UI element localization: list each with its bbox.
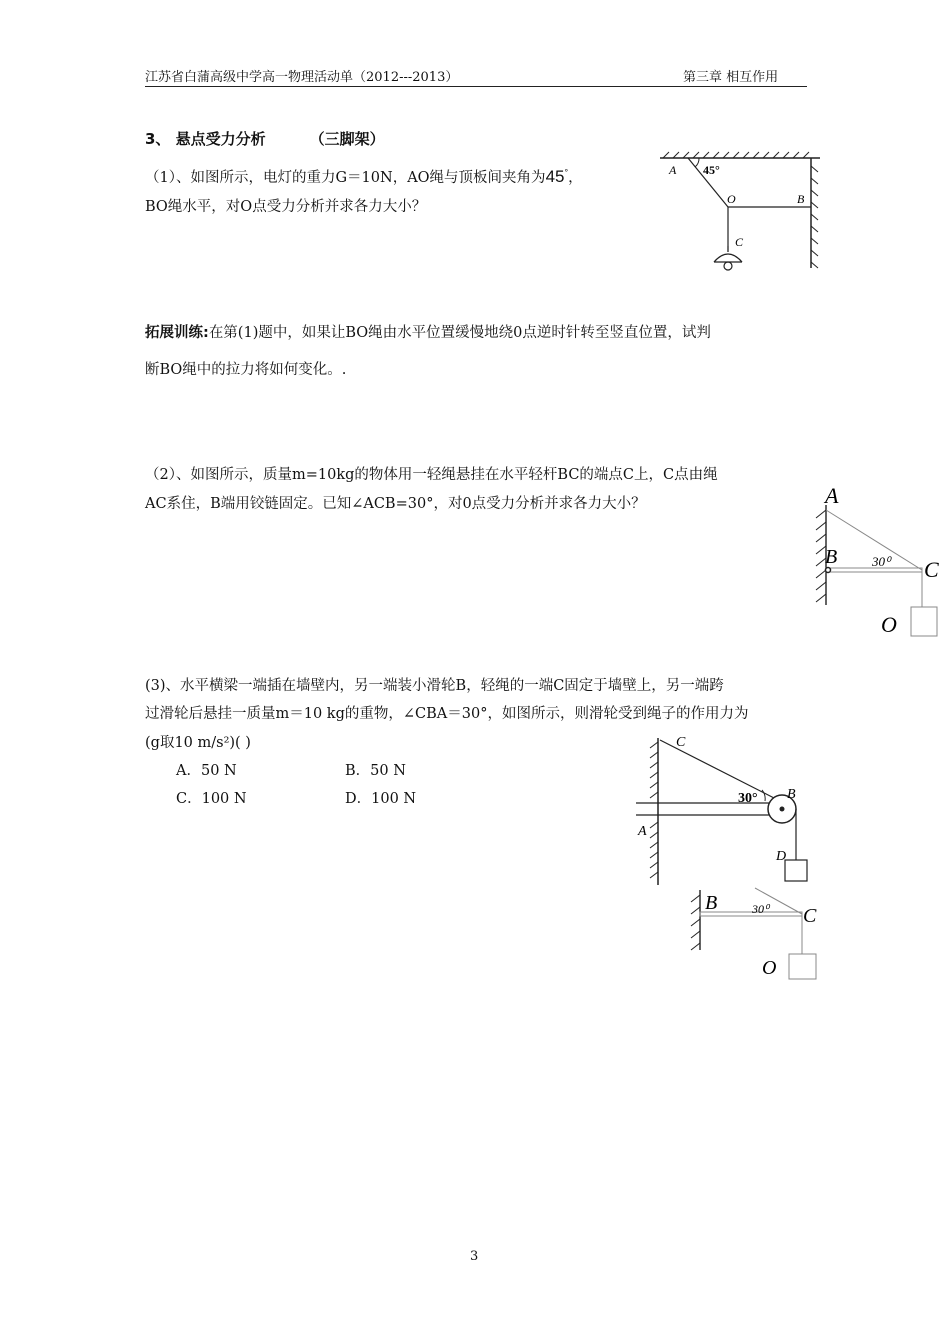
ceiling-hatch bbox=[663, 152, 809, 158]
q1-line2: BO绳水平，对O点受力分析并求各力大小？ bbox=[145, 199, 427, 215]
label-c: C bbox=[803, 905, 817, 927]
label-d: D bbox=[776, 849, 787, 864]
header-right: 第三章 相互作用 bbox=[683, 70, 779, 85]
ext-line1 bbox=[145, 321, 711, 342]
mass-block bbox=[911, 607, 937, 636]
q3-option-a: A．50 N bbox=[176, 763, 237, 779]
q2-line1: （2）、如图所示，质量m=10kg的物体用一轻绳悬挂在水平轻杆BC的端点C上，C点由绳 bbox=[145, 467, 718, 483]
wall-hatch bbox=[811, 166, 818, 268]
section-title-text: 3、 悬点受力分析 bbox=[145, 130, 266, 148]
wall-hatch bbox=[691, 895, 700, 950]
q3-option-b: B．50 N bbox=[345, 763, 406, 779]
weight-block bbox=[785, 860, 807, 881]
section-subtitle: （三脚架） bbox=[309, 130, 385, 148]
q3-line2: 过滑轮后悬挂一质量m＝10 kg的重物，∠CBA＝30°，如图所示，则滑轮受到绳子的作用力为 bbox=[145, 706, 749, 722]
label-o: O bbox=[727, 192, 736, 206]
q3-line3: (g取10 m/s²)( ) bbox=[145, 735, 251, 751]
angle-arc bbox=[695, 158, 699, 167]
q2-figure bbox=[808, 480, 950, 645]
q1-line1-end: ， bbox=[568, 170, 583, 186]
label-angle: 30° bbox=[738, 791, 758, 806]
mass-block bbox=[789, 954, 816, 979]
label-c: C bbox=[735, 235, 744, 249]
ext-label: 拓展训练: bbox=[145, 325, 209, 341]
ext-line1-text: 在第(1)题中，如果让BO绳由水平位置缓慢地绕0点逆时针转至竖直位置，试判 bbox=[208, 325, 711, 341]
label-a: A bbox=[638, 824, 647, 839]
q3-figure bbox=[630, 730, 815, 890]
label-a: A bbox=[669, 163, 677, 177]
header-left: 江苏省白蒲高级中学高一物理活动单（2012---2013） bbox=[145, 70, 459, 85]
q1-angle-value: 45 bbox=[545, 167, 565, 186]
wall-hatch bbox=[650, 742, 658, 878]
q1-line1-text: （1）、如图所示，电灯的重力G＝10N，AO绳与顶板间夹角为 bbox=[145, 170, 546, 186]
q3-option-c: C．100 N bbox=[176, 791, 247, 807]
q3-line1: (3)、水平横梁一端插在墙壁内，另一端装小滑轮B，轻绳的一端C固定于墙壁上，另一端跨 bbox=[145, 678, 724, 694]
label-angle: 30⁰ bbox=[752, 902, 769, 916]
label-o: O bbox=[881, 612, 897, 637]
label-45: 45° bbox=[703, 163, 720, 177]
q1-figure bbox=[655, 150, 825, 275]
q1-line1 bbox=[145, 166, 583, 187]
lamp-bulb-icon bbox=[724, 262, 732, 270]
q3-figure-2 bbox=[685, 885, 825, 985]
section-title bbox=[145, 128, 385, 149]
q1-angle-deg: ° bbox=[564, 167, 569, 178]
q3-option-d: D．100 N bbox=[345, 791, 417, 807]
label-angle: 30⁰ bbox=[872, 554, 891, 569]
label-b: B bbox=[705, 892, 718, 914]
ext-line2: 断BO绳中的拉力将如何变化。. bbox=[145, 362, 347, 378]
label-o: O bbox=[762, 957, 777, 979]
label-b: B bbox=[825, 546, 838, 568]
label-b: B bbox=[797, 192, 805, 206]
q1-angle bbox=[546, 167, 569, 186]
hinge-icon bbox=[826, 568, 831, 573]
label-b: B bbox=[787, 787, 796, 802]
label-c: C bbox=[676, 735, 686, 750]
label-c: C bbox=[924, 557, 939, 582]
page-number: 3 bbox=[470, 1249, 479, 1264]
q2-line2: AC系住，B端用铰链固定。已知∠ACB=30°，对0点受力分析并求各力大小？ bbox=[145, 496, 646, 512]
header-divider bbox=[145, 86, 807, 87]
pulley-axle bbox=[780, 807, 785, 812]
label-a: A bbox=[825, 483, 839, 508]
